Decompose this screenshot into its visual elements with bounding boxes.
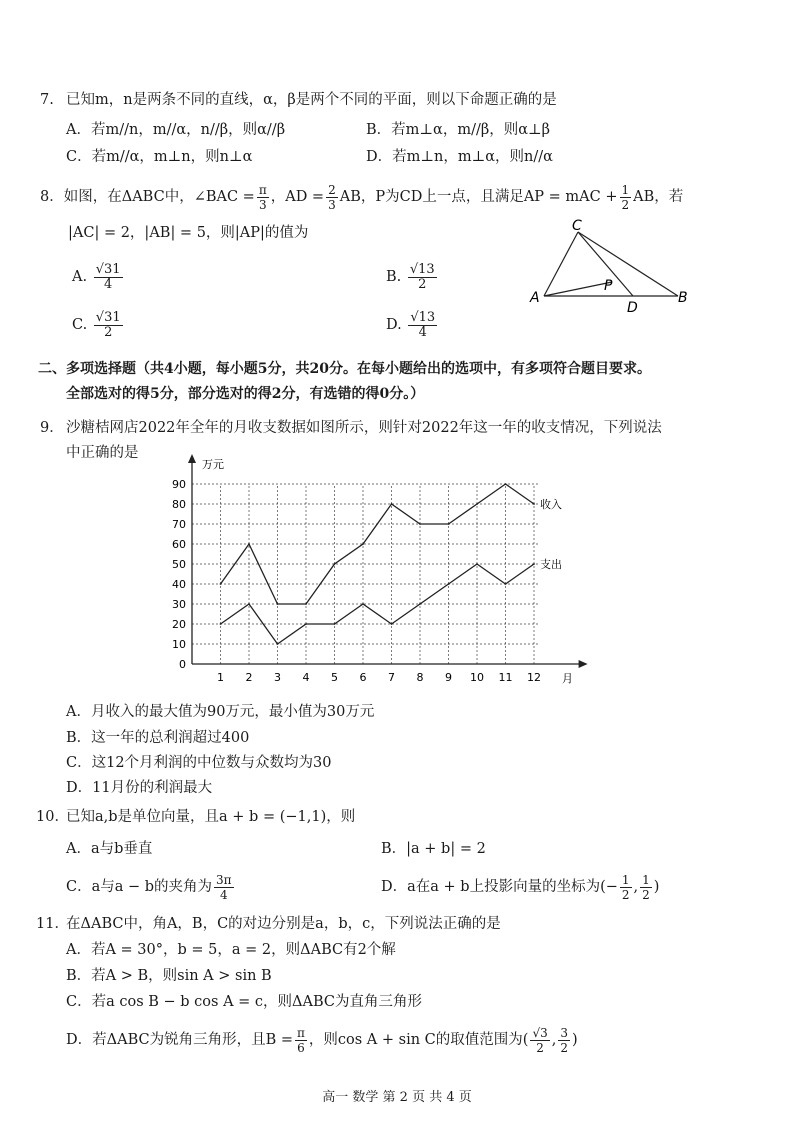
q10-number: 10． [36,809,69,825]
data-point [248,543,250,545]
x-axis-label: 月 [562,672,573,685]
series-label-income: 收入 [540,498,562,511]
q8-option-c [72,310,125,340]
q8-angle-num: π [258,182,267,197]
q8-b-label: B. [386,269,402,285]
q11-number: 11． [36,916,69,932]
q11-option-d [66,1022,578,1058]
data-point [476,563,478,565]
data-point [305,623,307,625]
q11-d-pre: D．若ΔABC为锐角三角形，且B = [66,1032,294,1048]
q10-option-a: A．a与b垂直 [66,841,153,857]
q8-option-a [72,262,125,292]
data-point [220,623,222,625]
data-point [533,503,535,505]
label-d: D [627,300,638,316]
x-tick-label: 5 [331,671,338,684]
q11-d-r2d: 2 [560,1040,568,1055]
x-tick-label: 6 [359,671,367,684]
x-tick-label: 1 [217,671,224,684]
data-point [277,603,279,605]
data-point [533,563,535,565]
q9-option-c: C．这12个月利润的中位数与众数均为30 [66,755,332,771]
x-axis-arrow [579,660,588,668]
q10-c-den: 4 [219,887,228,902]
q8-ap-fraction [620,183,632,212]
q9-number: 9． [40,420,64,436]
q11-d-close: ) [571,1032,578,1048]
q8-number: 8． [40,189,64,205]
q8-d-num: √13 [410,309,436,325]
q8-ap-num: 1 [621,182,630,197]
q10-option-d [381,870,659,904]
q8-pre: 如图，在ΔABC中，∠BAC = [63,189,255,205]
q11-d-mid: ，则cos A + sin C的取值范围为( [308,1032,529,1048]
q8-ap-den: 2 [621,197,630,212]
y-tick-label: 60 [172,538,186,551]
y-tick-label: 0 [179,658,186,671]
q7-option-d: D．若m⊥n，m⊥α，则n//α [366,149,553,165]
label-b: B [678,290,688,306]
q10-c-fraction [214,873,234,902]
data-point [505,483,507,485]
q10-d-n2: 1 [642,872,650,887]
x-tick-label: 2 [245,671,253,684]
q8-angle-den: 3 [258,197,267,212]
q11-d-r2 [558,1026,570,1055]
data-point [362,543,364,545]
q10-d-d2: 2 [642,887,650,902]
x-tick-label: 10 [470,671,484,684]
q8-ad-fraction [326,183,338,212]
q10-c-pre: C．a与a − b的夹角为 [66,879,213,895]
y-tick-label: 20 [172,618,186,631]
data-point [505,583,507,585]
x-tick-label: 12 [527,671,541,684]
y-tick-label: 70 [172,518,186,531]
q9-option-b: B．这一年的总利润超过400 [66,730,250,746]
q8-c-den: 2 [104,324,113,340]
q8-ad-eq: ，AD = [270,189,325,205]
q7-stem: 已知m，n是两条不同的直线，α，β是两个不同的平面，则以下命题正确的是 [66,92,557,108]
chart-tick-labels [172,478,541,684]
q7-option-a: A．若m//n，m//α，n//β，则α//β [66,122,286,138]
q8-b-den: 2 [418,276,427,292]
chart-grid [192,484,538,664]
q8-a-label: A. [72,269,88,285]
y-axis-label: 万元 [202,458,224,471]
data-point [248,603,250,605]
section2-heading-line2: 全部选对的得5分，部分选对的得2分，有选错的得0分。） [66,386,425,402]
y-tick-label: 40 [172,578,186,591]
data-point [334,623,336,625]
q8-d-label: D. [386,317,402,333]
q11-option-b: B．若A > B，则sin A > sin B [66,968,272,984]
q8-b-fraction [408,263,437,292]
label-p: P [604,278,613,294]
x-tick-label: 7 [388,671,395,684]
q8-a-num: √31 [95,261,121,277]
q8-c-fraction [94,311,123,340]
x-tick-label: 4 [302,671,310,684]
q11-option-c: C．若a cos B − b cos A = c，则ΔABC为直角三角形 [66,994,422,1010]
q8-b-num: √13 [409,261,435,277]
q9-line1: 沙糖桔网店2022年全年的月收支数据如图所示，则针对2022年这一年的收支情况，下列说法 [66,420,662,436]
q10-d-d1: 2 [621,887,630,902]
q8-triangle-figure [520,218,700,318]
data-point [448,583,450,585]
q11-d-r1 [530,1026,549,1055]
q8-d-den: 4 [418,324,427,340]
q10-option-c [66,870,236,904]
q9-line2: 中正确的是 [66,445,139,461]
data-point [305,603,307,605]
q11-d-bd: 6 [297,1040,305,1055]
y-tick-label: 50 [172,558,186,571]
q10-d-close: ) [653,879,660,895]
q8-ad-tail: AB，P为CD上一点，且满足AP = mAC + [339,189,618,205]
q8-option-b [386,262,439,292]
chart-axes [188,454,588,668]
q11-stem: 在ΔABC中，角A，B，C的对边分别是a，b，c，下列说法正确的是 [66,916,501,932]
data-point [334,563,336,565]
q9-option-d: D．11月份的利润最大 [66,780,213,796]
q8-a-fraction [94,263,123,292]
q8-angle-fraction [257,183,269,212]
q7-option-c: C．若m//α，m⊥n，则n⊥α [66,149,253,165]
y-tick-label: 80 [172,498,186,511]
q11-d-r1d: 2 [536,1040,544,1055]
q8-c-label: C. [72,317,88,333]
q11-option-a: A．若A = 30°，b = 5，a = 2，则ΔABC有2个解 [66,942,396,958]
q11-d-b-fraction [295,1026,307,1055]
edge-ac [544,232,578,296]
series-label-expense: 支出 [540,558,562,571]
data-point [476,503,478,505]
segment-ap [544,282,612,296]
q8-c-num: √31 [95,309,121,325]
data-point [277,643,279,645]
y-tick-label: 90 [172,478,186,491]
y-tick-label: 30 [172,598,186,611]
data-point [419,603,421,605]
section2-heading-line1: 二、多项选择题（共4小题，每小题5分，共20分。在每小题给出的选项中，有多项符合题目要求。 [38,361,651,377]
q10-d-n1: 1 [621,872,630,887]
q9-income-expense-chart [160,452,600,692]
q11-d-comma: , [551,1032,557,1048]
data-point [220,583,222,585]
page-footer: 高一 数学 第 2 页 共 4 页 [322,1090,472,1105]
label-c: C [572,218,582,234]
q10-d-comma: , [633,879,639,895]
data-point [448,523,450,525]
q11-d-r1n: √3 [532,1025,548,1040]
q10-d-pre: D．a在a + b上投影向量的坐标为(− [381,879,618,895]
chart-series [220,483,562,645]
x-tick-label: 9 [445,671,452,684]
data-point [362,603,364,605]
q7-option-b: B．若m⊥α，m//β，则α⊥β [366,122,551,138]
x-tick-label: 8 [416,671,424,684]
q7-number: 7. [40,92,54,108]
q10-d-frac1 [620,873,632,902]
q8-ap-tail: AB，若 [633,189,684,205]
q11-d-bn: π [297,1025,305,1040]
q8-ad-den: 3 [328,197,336,212]
data-point [419,523,421,525]
data-point [391,623,393,625]
y-axis-arrow [188,454,196,463]
y-tick-label: 10 [172,638,186,651]
q8-ad-num: 2 [328,182,336,197]
x-tick-label: 3 [274,671,281,684]
q8-d-fraction [408,311,437,340]
label-a: A [530,290,540,306]
q10-option-b: B．|a + b| = 2 [381,841,486,857]
x-tick-label: 11 [498,671,513,684]
q8-line2: |AC| = 2，|AB| = 5，则|AP|的值为 [68,225,309,241]
q8-line1 [40,182,683,212]
q8-a-den: 4 [103,276,113,292]
q10-d-frac2 [640,873,652,902]
q9-option-a: A．月收入的最大值为90万元，最小值为30万元 [66,704,375,720]
q10-c-num: 3π [216,872,232,887]
data-point [391,503,393,505]
q8-option-d [386,310,439,340]
q11-d-r2n: 3 [560,1025,568,1040]
q10-stem: 已知a,b是单位向量，且a + b = (−1,1)，则 [66,809,356,825]
